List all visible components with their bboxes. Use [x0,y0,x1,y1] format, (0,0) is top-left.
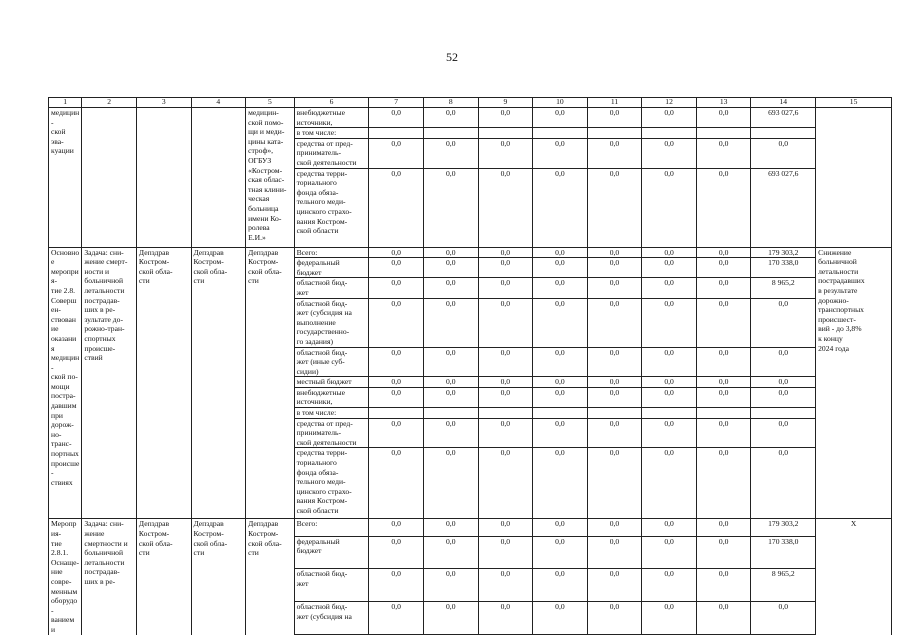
source-label: областной бюд- жет (субсидия на [294,602,369,635]
value-cell: 0,0 [533,602,588,635]
value-cell: 0,0 [369,418,424,448]
value-cell: 0,0 [696,258,751,278]
value-cell: 170 338,0 [751,536,816,569]
value-cell: 0,0 [642,448,697,519]
value-cell: 0,0 [369,448,424,519]
value-cell: 0,0 [696,108,751,128]
column-number: 6 [294,98,369,108]
source-label: областной бюд- жет (иные суб- сидии) [294,347,369,377]
responsible-cell: Депздрав Костром- ской обла- сти [136,247,191,519]
value-cell: 179 303,2 [751,519,816,536]
source-label: Всего: [294,247,369,258]
measure-name: Мероприя- тие 2.8.1. Оснаще- ние совре- менным оборудо- ванием и [49,519,82,635]
source-label: средства терри- ториального фонда обяза- тельного меди- цинского страхо- вания Костром- ской области [294,448,369,519]
table-row [49,247,892,258]
source-label: местный бюджет [294,377,369,388]
value-cell: 0,0 [369,278,424,298]
value-cell: 0,0 [369,298,424,347]
measure-name: медицин- ской эва- куации [49,108,82,248]
value-cell: 0,0 [478,347,533,377]
value-cell: 0,0 [642,347,697,377]
value-cell: 0,0 [587,138,642,168]
value-cell: 0,0 [533,108,588,128]
value-cell: 0,0 [696,602,751,635]
value-cell: 0,0 [587,602,642,635]
value-cell: 0,0 [369,602,424,635]
value-cell: 0,0 [423,258,478,278]
value-cell: 0,0 [423,377,478,388]
page-number: 52 [446,50,458,64]
value-cell: 0,0 [642,387,697,407]
value-cell: 0,0 [642,377,697,388]
source-label: федеральный бюджет [294,258,369,278]
result-cell: X [816,519,892,635]
value-cell [478,408,533,419]
value-cell: 0,0 [642,138,697,168]
value-cell: 0,0 [533,519,588,536]
participant-cell: медицин- ской помо- щи и меди- цины ката- строф», ОГБУЗ «Костром- ская облас- тная клини- ческая больница имени Ко- ролева Е.И.» [246,108,295,248]
value-cell: 0,0 [423,602,478,635]
value-cell: 0,0 [587,108,642,128]
value-cell: 0,0 [587,258,642,278]
value-cell: 0,0 [696,347,751,377]
value-cell: 0,0 [587,387,642,407]
value-cell: 0,0 [642,168,697,247]
value-cell: 0,0 [478,108,533,128]
value-cell: 0,0 [478,138,533,168]
value-cell: 0,0 [478,448,533,519]
value-cell: 0,0 [423,519,478,536]
column-number: 7 [369,98,424,108]
value-cell: 0,0 [423,418,478,448]
participant-cell: Депздрав Костром- ской обла- сти [246,519,295,635]
value-cell: 0,0 [369,347,424,377]
value-cell: 0,0 [533,536,588,569]
value-cell: 0,0 [533,298,588,347]
value-cell: 0,0 [369,138,424,168]
source-label: в том числе: [294,408,369,419]
value-cell: 0,0 [696,278,751,298]
source-label: областной бюд- жет (субсидия на выполнение государственно- го задания) [294,298,369,347]
result-cell: Снижение больничной летальности пострадавших в результате дорожно- транспортных происшест- вий - до 3,8% к концу 2024 года [816,247,892,519]
value-cell: 0,0 [369,569,424,602]
coexecutor-cell [191,108,246,248]
value-cell: 0,0 [587,418,642,448]
value-cell: 0,0 [533,258,588,278]
source-label: средства терри- ториального фонда обяза- тельного меди- цинского страхо- вания Костром- ской области [294,168,369,247]
value-cell: 0,0 [369,247,424,258]
value-cell [642,128,697,139]
value-cell: 0,0 [478,602,533,635]
value-cell: 0,0 [423,138,478,168]
column-number: 4 [191,98,246,108]
value-cell: 0,0 [369,258,424,278]
value-cell [478,128,533,139]
value-cell: 0,0 [751,347,816,377]
value-cell: 0,0 [751,602,816,635]
column-number: 1 [49,98,82,108]
source-label: областной бюд- жет [294,278,369,298]
value-cell: 8 965,2 [751,569,816,602]
value-cell: 0,0 [478,536,533,569]
value-cell: 0,0 [369,377,424,388]
value-cell: 0,0 [696,418,751,448]
source-label: Всего: [294,519,369,536]
column-number: 9 [478,98,533,108]
value-cell: 0,0 [587,168,642,247]
value-cell: 0,0 [642,247,697,258]
task-cell: Задача: сни- жение смертности и больничной летальности пострадав- ших в ре- [82,519,137,635]
value-cell: 0,0 [751,377,816,388]
source-label: внебюджетные источники, [294,387,369,407]
value-cell [751,128,816,139]
value-cell: 0,0 [423,347,478,377]
value-cell [587,408,642,419]
participant-cell: Депздрав Костром- ской обла- сти [246,247,295,519]
value-cell: 0,0 [478,377,533,388]
value-cell: 0,0 [423,108,478,128]
value-cell [696,128,751,139]
value-cell: 0,0 [478,258,533,278]
value-cell: 0,0 [478,278,533,298]
value-cell [423,408,478,419]
value-cell: 0,0 [423,536,478,569]
value-cell: 0,0 [369,108,424,128]
value-cell: 0,0 [533,247,588,258]
value-cell: 0,0 [587,448,642,519]
source-label: средства от пред- приниматель- ской деятельности [294,138,369,168]
value-cell [587,128,642,139]
column-number: 15 [816,98,892,108]
value-cell: 179 303,2 [751,247,816,258]
column-number: 5 [246,98,295,108]
value-cell: 0,0 [369,387,424,407]
value-cell: 0,0 [533,387,588,407]
value-cell: 0,0 [587,298,642,347]
value-cell: 0,0 [696,536,751,569]
value-cell: 0,0 [587,247,642,258]
column-number: 12 [642,98,697,108]
value-cell: 0,0 [642,258,697,278]
value-cell: 170 338,0 [751,258,816,278]
task-cell [82,108,137,248]
value-cell: 0,0 [423,298,478,347]
value-cell: 0,0 [478,569,533,602]
value-cell: 0,0 [369,168,424,247]
value-cell: 0,0 [423,569,478,602]
value-cell: 0,0 [696,168,751,247]
value-cell: 0,0 [478,247,533,258]
value-cell: 0,0 [478,387,533,407]
value-cell: 0,0 [696,519,751,536]
value-cell [533,408,588,419]
value-cell: 0,0 [423,448,478,519]
value-cell: 8 965,2 [751,278,816,298]
value-cell: 0,0 [587,569,642,602]
value-cell: 0,0 [423,247,478,258]
value-cell [423,128,478,139]
value-cell: 0,0 [751,387,816,407]
value-cell: 0,0 [587,347,642,377]
value-cell: 0,0 [587,278,642,298]
column-number-row [49,98,892,108]
value-cell: 0,0 [587,519,642,536]
value-cell: 0,0 [587,536,642,569]
value-cell [369,408,424,419]
value-cell: 0,0 [369,536,424,569]
column-number: 11 [587,98,642,108]
value-cell: 693 027,6 [751,108,816,128]
value-cell [533,128,588,139]
value-cell: 0,0 [478,298,533,347]
task-cell: Задача: сни- жение смерт- ности и больничной летальности пострадав- ших в ре- зультате до- рожно-тран- спортных происше- ствий [82,247,137,519]
column-number: 3 [136,98,191,108]
value-cell: 0,0 [533,168,588,247]
responsible-cell [136,108,191,248]
value-cell: 0,0 [696,448,751,519]
value-cell: 0,0 [642,602,697,635]
value-cell: 0,0 [369,519,424,536]
value-cell: 0,0 [696,569,751,602]
value-cell [696,408,751,419]
value-cell: 0,0 [423,278,478,298]
value-cell: 0,0 [533,278,588,298]
value-cell: 0,0 [642,536,697,569]
column-number: 2 [82,98,137,108]
value-cell: 0,0 [642,298,697,347]
value-cell: 0,0 [642,278,697,298]
source-label: областной бюд- жет [294,569,369,602]
value-cell: 0,0 [696,138,751,168]
value-cell: 0,0 [751,138,816,168]
coexecutor-cell: Депздрав Костром- ской обла- сти [191,519,246,635]
value-cell: 0,0 [533,347,588,377]
value-cell [642,408,697,419]
value-cell: 0,0 [533,377,588,388]
column-number: 10 [533,98,588,108]
value-cell: 0,0 [478,168,533,247]
value-cell: 0,0 [642,569,697,602]
table-row [49,519,892,536]
value-cell: 0,0 [696,247,751,258]
budget-table [48,97,892,635]
value-cell: 0,0 [423,168,478,247]
measure-name: Основное мероприя- тие 2.8. Совершен- ствование оказания медицин- ской по- мощи постра- давшим при дорож- но-транс- портных происше- ствиях [49,247,82,519]
column-number: 14 [751,98,816,108]
column-number: 8 [423,98,478,108]
value-cell: 0,0 [587,377,642,388]
value-cell [751,408,816,419]
value-cell: 0,0 [751,298,816,347]
value-cell [369,128,424,139]
value-cell: 0,0 [533,418,588,448]
value-cell: 0,0 [533,569,588,602]
value-cell: 0,0 [423,387,478,407]
value-cell: 0,0 [696,377,751,388]
source-label: федеральный бюджет [294,536,369,569]
value-cell: 0,0 [533,138,588,168]
value-cell: 0,0 [696,298,751,347]
value-cell: 0,0 [478,418,533,448]
value-cell: 0,0 [478,519,533,536]
value-cell: 0,0 [751,448,816,519]
source-label: внебюджетные источники, [294,108,369,128]
responsible-cell: Депздрав Костром- ской обла- сти [136,519,191,635]
table-row [49,108,892,128]
value-cell: 0,0 [642,108,697,128]
column-number: 13 [696,98,751,108]
result-cell [816,108,892,248]
value-cell: 0,0 [642,519,697,536]
source-label: средства от пред- приниматель- ской деятельности [294,418,369,448]
coexecutor-cell: Депздрав Костром- ской обла- сти [191,247,246,519]
value-cell: 693 027,6 [751,168,816,247]
value-cell: 0,0 [533,448,588,519]
source-label: в том числе: [294,128,369,139]
value-cell: 0,0 [751,418,816,448]
value-cell: 0,0 [642,418,697,448]
value-cell: 0,0 [696,387,751,407]
